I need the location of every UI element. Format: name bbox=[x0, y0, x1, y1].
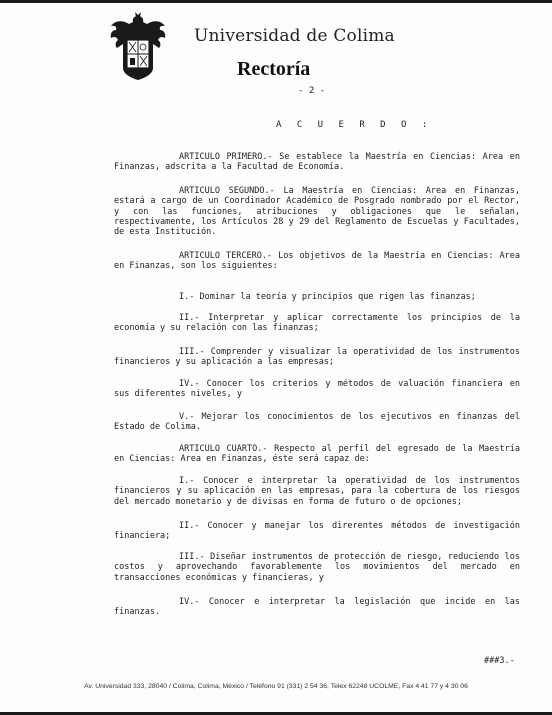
perfil-1: I.- Conocer e interpretar la operatividad de los instrumentos financieros y su aplicación en las empresas, para la cobertura de los riesgos del mercado monetario y de divisas en forma de futuro o de opciones; bbox=[114, 476, 520, 507]
objetivo-3: III.- Comprender y visualizar la operatividad de los instrumentos financieros y su aplicación a las empresas; bbox=[114, 347, 520, 368]
university-name: Universidad de Colima bbox=[194, 26, 395, 46]
articulo-primero: ARTICULO PRIMERO.- Se establece la Maestría en Ciencias: Area en Finanzas, adscrita a la Facultad de Economía. bbox=[114, 152, 520, 173]
objetivo-5: V.- Mejorar los conocimientos de los ejecutivos en finanzas del Estado de Colima. bbox=[114, 412, 520, 433]
office-name: Rectoría bbox=[237, 58, 311, 80]
objetivo-1: I.- Dominar la teoría y principios que rigen las finanzas; bbox=[179, 292, 476, 302]
articulo-tercero: ARTICULO TERCERO.- Los objetivos de la Maestría en Ciencias: Area en Finanzas, son los siguientes: bbox=[114, 251, 520, 272]
university-crest-logo bbox=[109, 10, 167, 80]
footer-address: Av. Universidad 333, 28040 / Colima, Colima, México / Teléfono 91 (331) 2 54 36, Telex 62248 UCOLME, Fax 4 41 77 y 4 30 06 bbox=[84, 683, 468, 690]
articulo-segundo: ARTICULO SEGUNDO.- La Maestría en Ciencias: Area en Finanzas, estará a cargo de un Coordinador Académico de Posgrado nombrado por el Rector, y con las funciones, atribuciones y obligaciones que le señalan, respectivamente, los Artículos 28 y 29 del Reglamento de Escuelas y Facultades, de esta Institución. bbox=[114, 186, 520, 238]
perfil-3: III.- Diseñar instrumentos de protección de riesgo, reduciendo los costos y aprovechando favorablemente los movimientos del mercado en transacciones económicas y financieras, y bbox=[114, 552, 520, 583]
section-heading: A C U E R D O : bbox=[276, 120, 433, 130]
page-number: - 2 - bbox=[298, 86, 326, 96]
objetivo-2: II.- Interpretar y aplicar correctamente los principios de la economía y su relación con las finanzas; bbox=[114, 313, 520, 334]
perfil-4: IV.- Conocer e interpretar la legislación que incide en las finanzas. bbox=[114, 597, 520, 618]
scan-top-edge bbox=[0, 0, 552, 3]
objetivo-4: IV.- Conocer los criterios y métodos de valuación financiera en sus diferentes niveles, y bbox=[114, 379, 520, 400]
continuation-reference: ###3.- bbox=[484, 656, 515, 666]
articulo-cuarto: ARTICULO CUARTO.- Respecto al perfil del egresado de la Maestría en Ciencias: Area en Finanzas, éste será capaz de: bbox=[114, 444, 520, 465]
perfil-2: II.- Conocer y manejar los direrentes métodos de investigación financiera; bbox=[114, 521, 520, 542]
